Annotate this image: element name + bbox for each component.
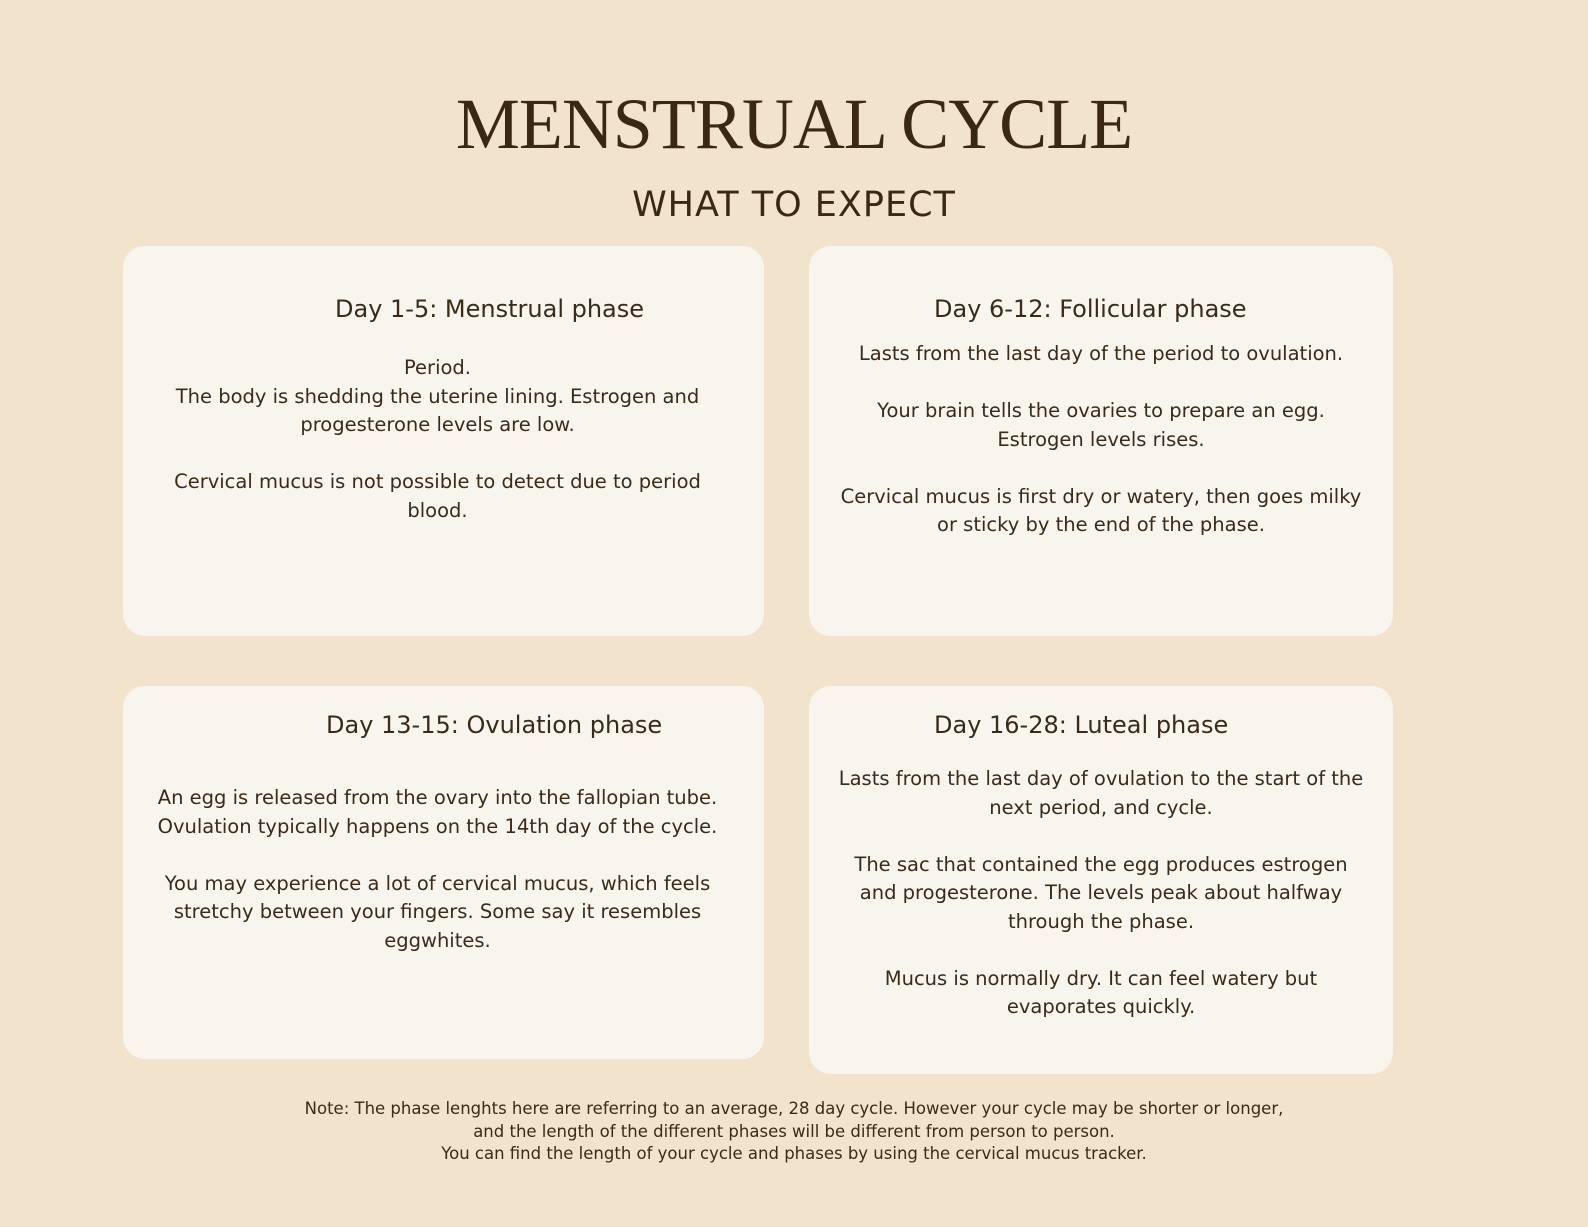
ovulation-phase-body xyxy=(123,784,752,955)
menstrual-phase-body xyxy=(123,354,752,525)
luteal-phase-heading: Day 16-28: Luteal phase xyxy=(934,711,1229,739)
menstrual-phase-card xyxy=(123,246,764,636)
ovulation-phase-heading: Day 13-15: Ovulation phase xyxy=(326,711,663,739)
luteal-phase-paragraph xyxy=(809,851,1393,937)
text-line: Cervical mucus is not possible to detect due to period xyxy=(174,470,701,493)
page-title: MENSTRUAL CYCLE xyxy=(455,84,1133,164)
ovulation-phase-paragraph xyxy=(123,784,752,841)
text-line: The sac that contained the egg produces estrogen xyxy=(854,852,1348,876)
follicular-phase-paragraph xyxy=(809,483,1393,540)
menstrual-phase-heading: Day 1-5: Menstrual phase xyxy=(335,295,645,323)
text-line: through the phase. xyxy=(1007,909,1195,933)
footnote-line: and the length of the different phases will be different from person to person. xyxy=(473,1121,1115,1141)
text-line: Estrogen levels rises. xyxy=(997,427,1205,451)
text-line: An egg is released from the ovary into the fallopian tube. xyxy=(157,786,718,809)
footnote-line: You can find the length of your cycle and phases by using the cervical mucus tracker. xyxy=(441,1144,1147,1163)
follicular-phase-paragraph xyxy=(809,340,1393,369)
text-line: eggwhites. xyxy=(384,928,491,952)
luteal-phase-paragraph xyxy=(809,965,1393,1022)
text-line: next period, and cycle. xyxy=(989,795,1213,819)
text-line: Ovulation typically happens on the 14th day of the cycle. xyxy=(157,814,718,838)
follicular-phase-card xyxy=(809,246,1393,636)
ovulation-phase-paragraph xyxy=(123,870,752,956)
text-line: Mucus is normally dry. It can feel watery but xyxy=(884,966,1318,990)
text-line: Cervical mucus is first dry or watery, then goes milky xyxy=(840,484,1362,508)
text-line: Lasts from the last day of ovulation to the start of the xyxy=(838,767,1364,790)
text-line: Your brain tells the ovaries to prepare an egg. xyxy=(877,399,1325,422)
follicular-phase-heading: Day 6-12: Follicular phase xyxy=(934,295,1247,323)
menstrual-phase-paragraph xyxy=(123,354,752,440)
text-line: progesterone levels are low. xyxy=(300,413,575,436)
text-line: The body is shedding the uterine lining. Estrogen and xyxy=(175,384,700,408)
text-line: Period. xyxy=(403,356,471,379)
text-line: and progesterone. The levels peak about halfway xyxy=(859,881,1343,904)
text-line: blood. xyxy=(407,498,468,522)
text-line: or sticky by the end of the phase. xyxy=(937,513,1265,536)
menstrual-phase-paragraph xyxy=(123,468,752,525)
text-line: evaporates quickly. xyxy=(1006,995,1196,1018)
luteal-phase-body xyxy=(809,765,1393,1022)
footnote xyxy=(0,1098,1588,1166)
follicular-phase-body xyxy=(809,340,1393,540)
luteal-phase-paragraph xyxy=(809,765,1393,822)
text-line: You may experience a lot of cervical mucus, which feels xyxy=(164,871,711,895)
ovulation-phase-card xyxy=(123,686,764,1059)
page-subtitle: WHAT TO EXPECT xyxy=(632,185,956,225)
text-line: stretchy between your fingers. Some say it resembles xyxy=(173,900,702,923)
luteal-phase-card xyxy=(809,686,1393,1074)
text-line: Lasts from the last day of the period to ovulation. xyxy=(858,342,1344,365)
follicular-phase-paragraph xyxy=(809,397,1393,454)
footnote-line: Note: The phase lenghts here are referring to an average, 28 day cycle. However your cycle may be shorter or longer, xyxy=(304,1099,1284,1118)
